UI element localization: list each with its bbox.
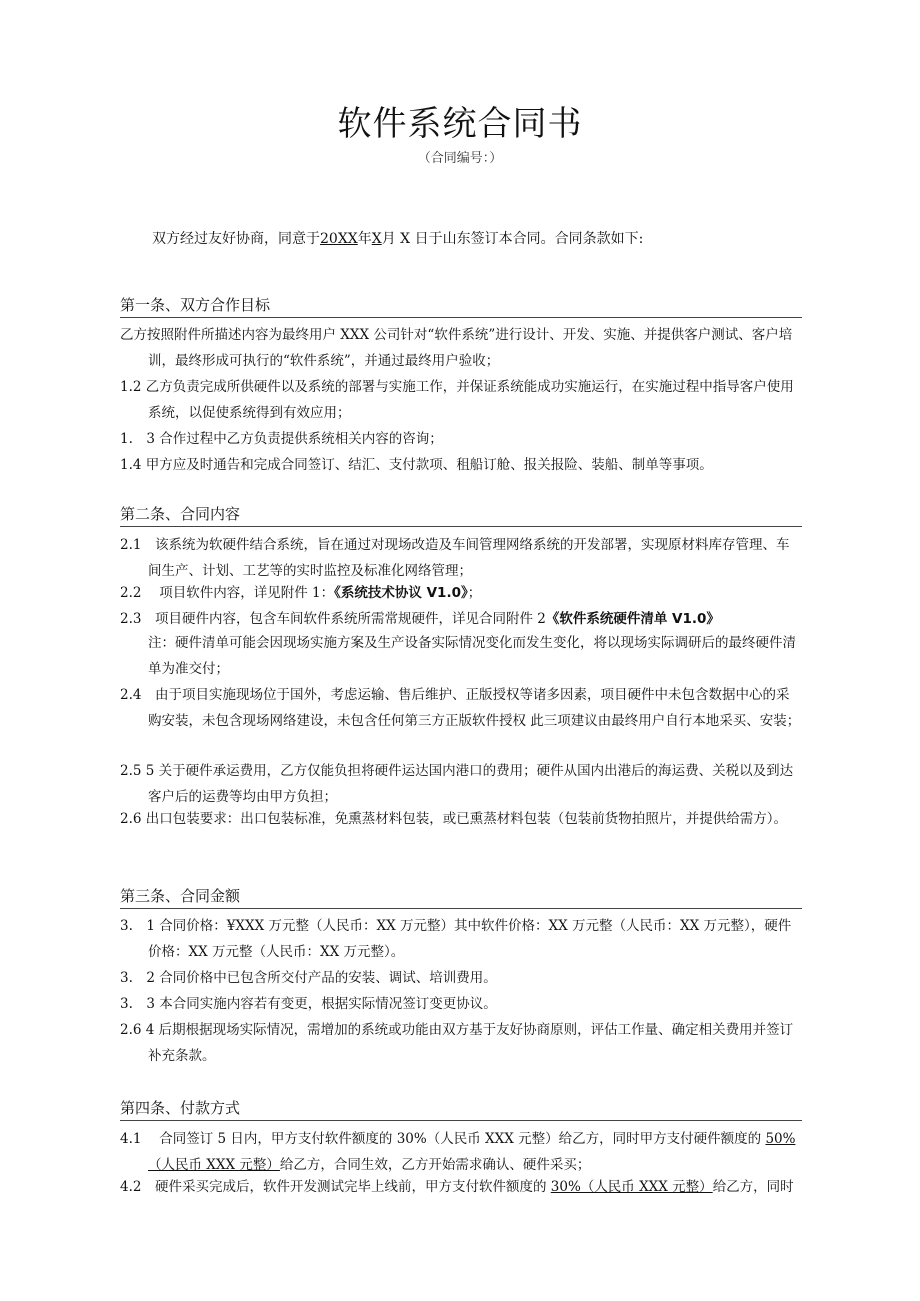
section-3-paragraph-1: 3. 1 合同价格：¥XXX 万元整（人民币：XX 万元整）其中软件价格：XX 万元整（人民币：XX 万元整），硬件价格：XX 万元整（人民币：XX 万元整）。 xyxy=(120,918,792,960)
section-4-paragraph-1 xyxy=(120,1126,802,1178)
attachment-1-title: 《系统技术协议 V1.0》 xyxy=(334,585,468,601)
section-3-paragraph-3: 3. 3 本合同实施内容若有变更，根据实际情况签订变更协议。 xyxy=(120,996,497,1012)
attachment-2-title: 《软件系统硬件清单 V1.0》 xyxy=(545,611,720,627)
note-text: ：硬件清单可能会因现场实施方案及生产设备实际情况变化而发生变化，将以现场实际调研后的最终硬件清单为准交付； xyxy=(148,635,796,677)
intro-year: 20XX xyxy=(320,231,358,247)
p1-text: 4.1 合同签订 5 日内，甲方支付软件额度的 30%（人民币 XXX 元整）给乙方，同时甲方支付硬件额度的 xyxy=(120,1131,766,1147)
hardware-payment-amount: 50%（人民币 XXX 元整） xyxy=(148,1131,796,1173)
section-1-heading: 第一条、双方合作目标 xyxy=(120,294,802,318)
intro-paragraph xyxy=(152,228,812,248)
p2-post: 给乙方，同时 xyxy=(712,1179,794,1195)
section-1-paragraph-4: 1.4 甲方应及时通告和完成合同签订、结汇、支付款项、租船订舱、报关报险、装船、制单等事项。 xyxy=(120,457,713,473)
intro-month: X xyxy=(371,231,382,247)
intro-mid1: 年 xyxy=(357,231,372,247)
note-label: 注 xyxy=(148,635,162,651)
section-2-paragraph-2 xyxy=(120,580,802,606)
document-title: 软件系统合同书 xyxy=(337,104,583,144)
section-3-paragraph-2: 3. 2 合同价格中已包含所交付产品的安装、调试、培训费用。 xyxy=(120,970,497,986)
hardware-note xyxy=(148,630,802,682)
software-payment-amount: 30%（人民币 XXX 元整） xyxy=(550,1179,713,1195)
section-2-paragraph-1: 2.1 该系统为软硬件结合系统，旨在通过对现场改造及车间管理网络系统的开发部署，实现原材料库存管理、车间生产、计划、工艺等的实时监控及标准化网络管理； xyxy=(120,537,790,579)
intro-mid2: 月 X 日于山东签订本合同。合同条款如下: xyxy=(381,231,644,247)
p1-post: 给乙方，合同生效，乙方开始需求确认、硬件采买； xyxy=(279,1157,591,1173)
p3-text: 2.3 项目硬件内容，包含车间软件系统所需常规硬件，详见合同附件 2 xyxy=(120,611,546,627)
p2-post: ； xyxy=(467,585,482,601)
section-3-heading: 第三条、合同金额 xyxy=(120,885,802,909)
section-2-paragraph-5: 2.5 5 关于硬件承运费用，乙方仅能负担将硬件运达国内港口的费用；硬件从国内出港后的海运费、关税以及到达客户后的运费等均由甲方负担； xyxy=(120,763,794,805)
contract-number: （合同编号：） xyxy=(417,151,503,166)
p2-text: 2.2 项目软件内容，详见附件 1： xyxy=(120,585,335,601)
section-2-paragraph-4: 2.4 由于项目实施现场位于国外，考虑运输、售后维护、正版授权等诸多因素，项目硬件中未包含数据中心的采购安装，未包含现场网络建设，未包含任何第三方正版软件授权 此三项建议由最终用户自行本地采买、安装； xyxy=(120,687,801,729)
section-1-paragraph-3: 1. 3 合作过程中乙方负责提供系统相关内容的咨询； xyxy=(120,431,443,447)
intro-pre: 双方经过友好协商，同意于 xyxy=(152,231,320,247)
section-4-paragraph-2 xyxy=(120,1174,802,1200)
section-2-paragraph-3 xyxy=(120,606,802,632)
section-1-paragraph-1: 乙方按照附件所描述内容为最终用户 XXX 公司针对“软件系统”进行设计、开发、实施、并提供客户测试、客户培训，最终形成可执行的“软件系统”，并通过最终用户验收； xyxy=(120,327,793,369)
section-2-paragraph-6: 2.6 出口包装要求：出口包装标准，免熏蒸材料包装，或已熏蒸材料包装（包装前货物拍照片，并提供给需方）。 xyxy=(120,811,788,827)
p2-text: 4.2 硬件采买完成后，软件开发测试完毕上线前，甲方支付软件额度的 xyxy=(120,1179,551,1195)
section-3-paragraph-4: 2.6 4 后期根据现场实际情况，需增加的系统或功能由双方基于友好协商原则，评估工作量、确定相关费用并签订补充条款。 xyxy=(120,1022,794,1064)
section-4-heading: 第四条、付款方式 xyxy=(120,1097,802,1121)
section-2-heading: 第二条、合同内容 xyxy=(120,503,802,527)
section-1-paragraph-2: 1.2 乙方负责完成所供硬件以及系统的部署与实施工作，并保证系统能成功实施运行，在实施过程中指导客户使用系统，以促使系统得到有效应用； xyxy=(120,379,794,421)
